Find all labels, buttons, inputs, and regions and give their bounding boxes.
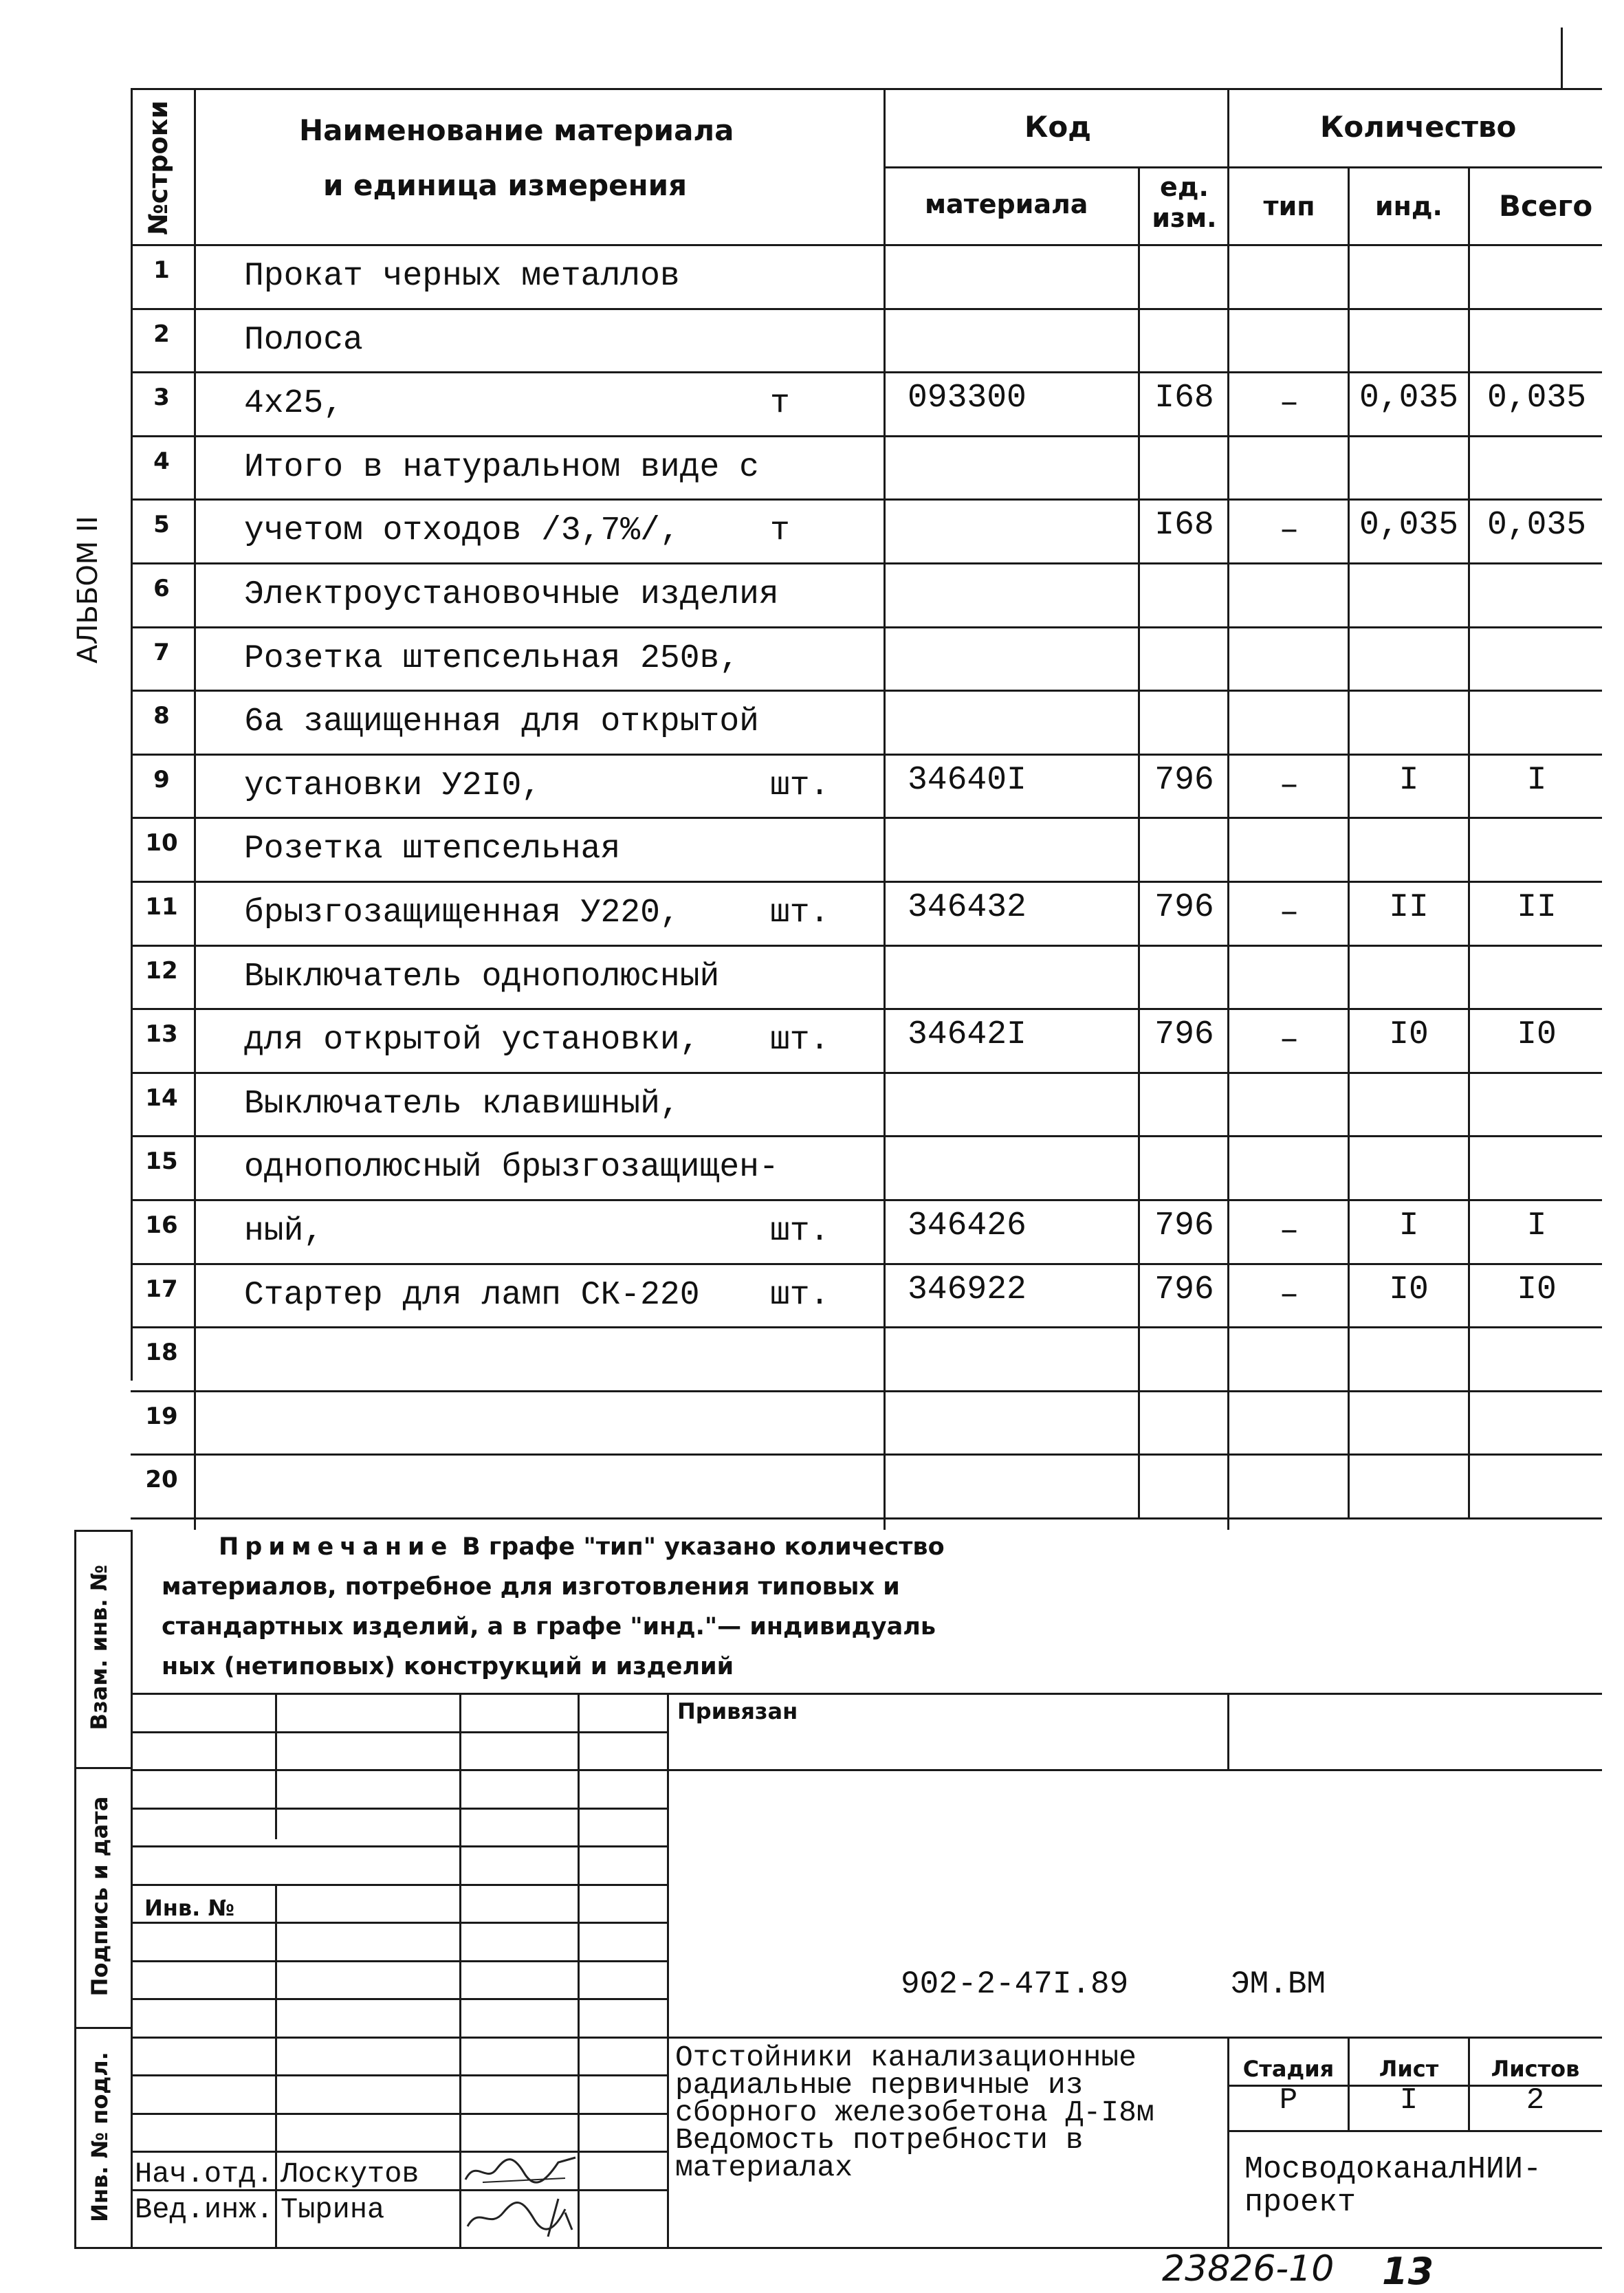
qty-ind: 0,035 bbox=[1359, 507, 1459, 544]
sheet-label: Лист bbox=[1379, 2056, 1439, 2082]
row-number: 2 bbox=[153, 320, 170, 348]
header-name-line2: и единица измерения bbox=[323, 168, 688, 202]
unit-of-measure: т bbox=[770, 385, 790, 422]
header-typ: тип bbox=[1263, 191, 1315, 221]
material-code: 34642I bbox=[908, 1016, 1027, 1053]
header-code: Код bbox=[1024, 110, 1092, 144]
row-number: 20 bbox=[145, 1466, 178, 1493]
role-lead-engineer: Вед.инж. bbox=[135, 2193, 274, 2226]
qty-total: 0,035 bbox=[1486, 507, 1587, 544]
row-number: 7 bbox=[153, 639, 170, 666]
unit-of-measure: т bbox=[770, 512, 790, 549]
material-name: однополюсный брызгозащищен- bbox=[244, 1149, 779, 1186]
sheet-value: I bbox=[1399, 2083, 1418, 2118]
name-lead-engineer: Тырина bbox=[281, 2193, 385, 2226]
material-name: Выключатель клавишный, bbox=[244, 1086, 680, 1123]
header-row-no: №строки bbox=[143, 100, 173, 235]
qty-ind: II bbox=[1389, 889, 1429, 926]
qty-total: I bbox=[1526, 762, 1547, 799]
header-total: Всего bbox=[1499, 189, 1593, 223]
corner-mark bbox=[1561, 28, 1563, 89]
header-ind: инд. bbox=[1374, 191, 1442, 221]
header-material: материала bbox=[925, 189, 1088, 219]
material-code: 34640I bbox=[908, 762, 1027, 799]
row-number: 12 bbox=[145, 957, 178, 985]
header-unit-line1: ед. bbox=[1160, 172, 1209, 202]
unit-code: 796 bbox=[1154, 889, 1214, 926]
row-number: 9 bbox=[153, 766, 170, 793]
material-name: брызгозащищенная У220, bbox=[244, 895, 680, 932]
title-line1: Отстойники канализационные bbox=[675, 2041, 1137, 2074]
material-name: Выключатель однополюсный bbox=[244, 958, 720, 996]
row-number: 8 bbox=[153, 702, 170, 729]
material-code: 346922 bbox=[908, 1271, 1027, 1308]
stage-value: Р bbox=[1279, 2083, 1298, 2118]
row-number: 1 bbox=[153, 256, 170, 284]
name-head-dept: Лоскутов bbox=[281, 2158, 419, 2191]
unit-code: I68 bbox=[1154, 507, 1214, 544]
row-number: 15 bbox=[145, 1148, 178, 1175]
row-number: 18 bbox=[145, 1339, 178, 1366]
qty-total: 0,035 bbox=[1486, 380, 1587, 417]
qty-typ: – bbox=[1279, 1277, 1299, 1314]
row-number: 13 bbox=[145, 1020, 178, 1048]
header-unit-line2: изм. bbox=[1152, 203, 1217, 233]
qty-ind: 0,035 bbox=[1359, 380, 1459, 417]
note-line1: В графе "тип" указано количество bbox=[462, 1533, 945, 1561]
margin-sign-date: Подпись и дата bbox=[87, 1796, 113, 1997]
margin-inv-replace: Взам. инв. № bbox=[86, 1564, 112, 1731]
row-number: 6 bbox=[153, 575, 170, 602]
note-label: Примечание bbox=[219, 1533, 454, 1561]
material-code: 346426 bbox=[908, 1207, 1027, 1244]
qty-total: II bbox=[1517, 889, 1557, 926]
unit-of-measure: шт. bbox=[770, 1277, 830, 1314]
page-number: 13 bbox=[1382, 2250, 1434, 2293]
album-label: АЛЬБОМ II bbox=[72, 516, 104, 663]
material-name: для открытой установки, bbox=[244, 1022, 700, 1059]
qty-total: I0 bbox=[1517, 1271, 1557, 1308]
qty-typ: – bbox=[1279, 1022, 1299, 1059]
row-number: 10 bbox=[145, 829, 178, 857]
document-mark: ЭМ.ВМ bbox=[1231, 1966, 1326, 2002]
row-number: 14 bbox=[145, 1084, 178, 1112]
unit-code: 796 bbox=[1154, 1271, 1214, 1308]
title-line3: сборного железобетона Д-I8м bbox=[675, 2096, 1154, 2129]
role-head-dept: Нач.отд. bbox=[135, 2158, 274, 2191]
sheets-label: Листов bbox=[1491, 2056, 1580, 2082]
qty-typ: – bbox=[1279, 1213, 1299, 1250]
material-name: Розетка штепсельная 250в, bbox=[244, 640, 740, 677]
material-code: 346432 bbox=[908, 889, 1027, 926]
org-line2: проект bbox=[1244, 2185, 1357, 2220]
note-line3: стандартных изделий, а в графе "инд."— индивидуаль bbox=[162, 1613, 936, 1641]
unit-of-measure: шт. bbox=[770, 767, 830, 804]
unit-code: 796 bbox=[1154, 1016, 1214, 1053]
qty-typ: – bbox=[1279, 895, 1299, 932]
material-name: 6а защищенная для открытой bbox=[244, 703, 759, 740]
header-name-line1: Наименование материала bbox=[299, 113, 734, 147]
qty-total: I0 bbox=[1517, 1016, 1557, 1053]
qty-ind: I bbox=[1398, 762, 1419, 799]
qty-total: I bbox=[1526, 1207, 1547, 1244]
note-line2: материалов, потребное для изготовления типовых и bbox=[162, 1573, 900, 1601]
signature-head-dept bbox=[462, 2152, 579, 2190]
material-name: Прокат черных металлов bbox=[244, 258, 680, 295]
unit-of-measure: шт. bbox=[770, 895, 830, 932]
material-name: Розетка штепсельная bbox=[244, 831, 621, 868]
row-number: 4 bbox=[153, 448, 170, 475]
material-name: Стартер для ламп СК-220 bbox=[244, 1277, 700, 1314]
header-quantity: Количество bbox=[1320, 110, 1517, 144]
privyazan-label: Привязан bbox=[677, 1698, 798, 1724]
row-number: 5 bbox=[153, 511, 170, 538]
title-line2: радиальные первичные из bbox=[675, 2068, 1084, 2102]
sheets-value: 2 bbox=[1526, 2083, 1545, 2118]
qty-ind: I0 bbox=[1389, 1271, 1429, 1308]
qty-ind: I0 bbox=[1389, 1016, 1429, 1053]
row-number: 19 bbox=[145, 1403, 178, 1430]
qty-ind: I bbox=[1398, 1207, 1419, 1244]
row-number: 11 bbox=[145, 893, 178, 921]
unit-of-measure: шт. bbox=[770, 1022, 830, 1059]
document-code: 902-2-47I.89 bbox=[901, 1966, 1129, 2002]
title-line4: Ведомость потребности в bbox=[675, 2123, 1084, 2157]
signature-lead-engineer bbox=[462, 2192, 579, 2240]
row-number: 17 bbox=[145, 1275, 178, 1303]
row-number: 16 bbox=[145, 1211, 178, 1239]
unit-code: 796 bbox=[1154, 762, 1214, 799]
qty-typ: – bbox=[1279, 385, 1299, 422]
title-line5: материалах bbox=[675, 2151, 853, 2184]
material-name: Итого в натуральном виде с bbox=[244, 449, 759, 486]
row-number: 3 bbox=[153, 384, 170, 411]
inv-no-label: Инв. № bbox=[144, 1895, 234, 1921]
archive-number: 23826-10 bbox=[1162, 2248, 1335, 2290]
unit-code: 796 bbox=[1154, 1207, 1214, 1244]
qty-typ: – bbox=[1279, 512, 1299, 549]
material-name: ный, bbox=[244, 1213, 324, 1250]
note-line4: ных (нетиповых) конструкций и изделий bbox=[162, 1653, 734, 1680]
stage-label: Стадия bbox=[1242, 2056, 1335, 2082]
material-name: учетом отходов /3,7%/, bbox=[244, 512, 680, 549]
unit-code: I68 bbox=[1154, 380, 1214, 417]
margin-inv-original: Инв. № подл. bbox=[87, 2052, 113, 2222]
material-name: Полоса bbox=[244, 322, 363, 359]
material-name: установки У2I0, bbox=[244, 767, 542, 804]
material-name: 4х25, bbox=[244, 385, 344, 422]
material-name: Электроустановочные изделия bbox=[244, 576, 779, 613]
material-code: 093300 bbox=[908, 380, 1027, 417]
org-line1: МосводоканалНИИ- bbox=[1244, 2152, 1542, 2187]
unit-of-measure: шт. bbox=[770, 1213, 830, 1250]
qty-typ: – bbox=[1279, 767, 1299, 804]
